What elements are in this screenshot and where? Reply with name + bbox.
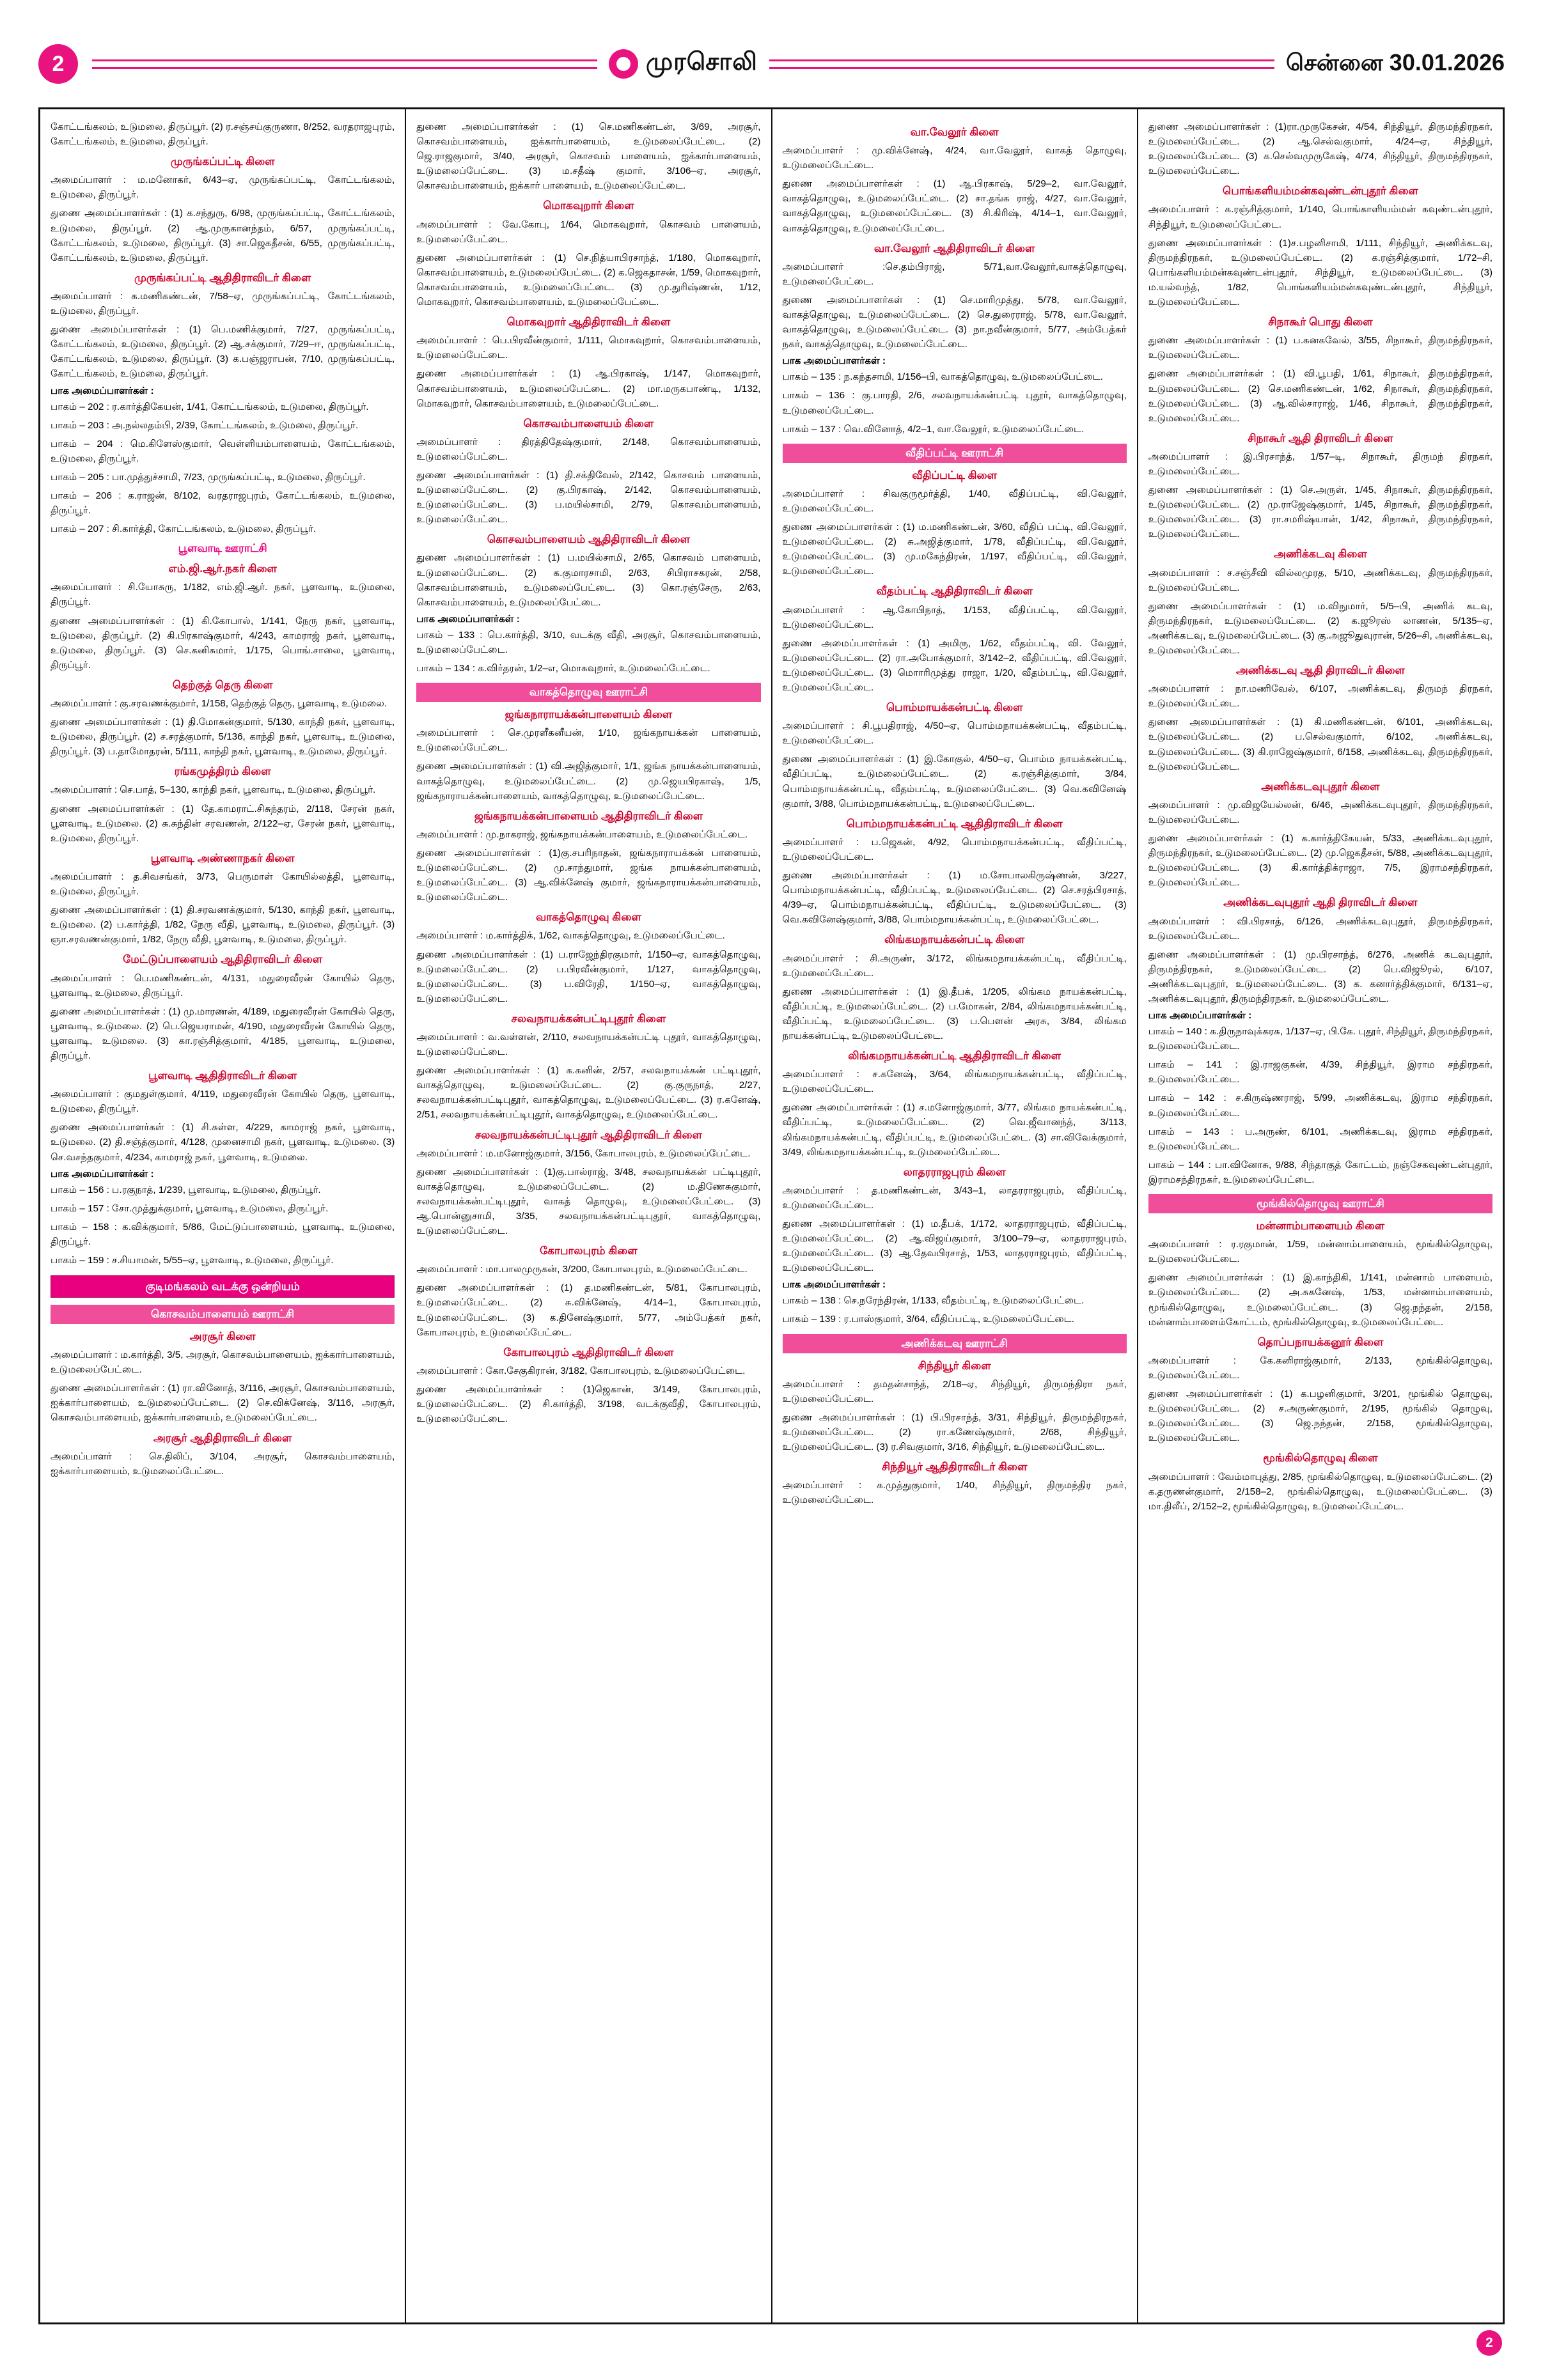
- body-paragraph: பாகம் – 137 : வெ.வினோத், 4/2–1, வா.வேலூர், உடுமலைப்பேட்டை.: [782, 423, 1085, 435]
- body-paragraph: அமைப்பாளர் : ம.மனோஜ்குமார், 3/156, கோபாலபுரம், உடுமலைப்பேட்டை.: [416, 1147, 751, 1159]
- body-paragraph: பாகம் – 204 : மெ.கிளேஸ்குமார், வெள்ளியம்பாளையம், கோட்டங்கலம், உடுமலை, திருப்பூர்.: [51, 438, 395, 464]
- body-paragraph: பாகம் – 135 : ந.கந்தசாமி, 1/156–பி, வாகத்தொழுவு, உடுமலைப்பேட்டை.: [782, 371, 1103, 383]
- branch-heading: கோபாலபுரம் கிளை: [540, 1245, 638, 1257]
- body-paragraph: பாகம் – 203 : அ.நல்லதம்பி, 2/39, கோட்டங்கலம், உடுமலை, திருப்பூர்.: [51, 419, 359, 431]
- body-paragraph: துணை அமைப்பாளர்கள் : (1)கு.சபரிநாதன், ஜங்கநாராயக்கன் பாளையம், உடுமலைப்பேட்டை. (2) மு.சாந்துமார், ஜங்க நாயக்கன்பாளையம், உடுமலைப்பேட்டை. (3) ஆ.விக்னேஷ் குமார், ஜங்கநாராயக்கன்பாளையம், உடுமலைப்பேட்டை.: [416, 847, 761, 903]
- branch-heading: மூங்கில்தொழுவு கிளை: [1263, 1452, 1378, 1465]
- body-paragraph: துணை அமைப்பாளர்கள் : (1) த.மணிகண்டன், 5/81, கோபாலபுரம், உடுமலைப்பேட்டை. (2) சு.விக்னேஷ், 4/14–1, கோபாலபுரம், உடுமலைப்பேட்டை. (3) க.தினேஷ்குமார், 5/77, அம்பேத்கர் நகர், கோபாலபுரம், உடுமலைப்பேட்டை.: [416, 1282, 761, 1338]
- body-paragraph: துணை அமைப்பாளர்கள் : (1) பி.பிரசாந்த், 3/31, சிந்தியூர், திருமந்திரநகர், உடுமலைப்பேட்டை. (2) ரா.கணேஷ்குமார், 2/68, சிந்தியூர், உடுமலைப்பேட்டை. (3) ர.சிவகுமார், 3/16, சிந்தியூர், உடுமலைப்பேட்டை.: [782, 1412, 1127, 1453]
- body-paragraph: பாகம் – 205 : பா.முத்துச்சாமி, 7/23, முருங்கப்பட்டி, உடுமலை, திருப்பூர்.: [51, 471, 366, 483]
- body-paragraph: துணை அமைப்பாளர்கள் : (1) கி.மணிகண்டன், 6/101, அணிக்கடவு, உடுமலைப்பேட்டை. (2) ப.செல்வகுமார், 6/102, அணிக்கடவு, உடுமலைப்பேட்டை. (3) கி.ராஜேஷ்குமார், 6/158, அணிக்கடவு, திருமந்திரநகர், உடுமலைப்பேட்டை.: [1148, 717, 1492, 772]
- body-paragraph: பாகம் – 134 : க.விர்தரன், 1/2–எ, மொகவுறார், உடுமலைப்பேட்டை.: [416, 663, 710, 674]
- edition-date: சென்னை 30.01.2026: [1285, 49, 1505, 75]
- column-4: [1137, 109, 1503, 2322]
- branch-heading: கொசவம்பாளையம் ஆதிதிராவிடர் கிளை: [487, 533, 690, 546]
- body-paragraph: பாகம் – 202 : ர.கார்த்திகேயன், 1/41, கோட்டங்கலம், உடுமலை, திருப்பூர்.: [51, 401, 369, 412]
- content-frame: [38, 107, 1505, 2324]
- body-paragraph: அமைப்பாளர் : இ.பிரசாந்த், 1/57–டி, சிநாகூர், திருமந் திரநகர், உடுமலைப்பேட்டை.: [1148, 451, 1492, 477]
- body-paragraph: அமைப்பாளர் : ப.ஜெகன், 4/92, பொம்மநாயக்கன்பட்டி, வீதிப்பட்டி, உடுமலைப்பேட்டை.: [782, 836, 1127, 862]
- body-paragraph: அமைப்பாளர் : கே.கனிராஜ்குமார், 2/133, மூங்கில்தொழுவு, உடுமலைப்பேட்டை.: [1148, 1355, 1492, 1381]
- body-paragraph: அமைப்பாளர் : வி.பிரசாத், 6/126, அணிக்கடவுபுதூர், திருமந்திரநகர், உடுமலைப்பேட்டை.: [1148, 915, 1492, 942]
- panchayat-heading: மூங்கில்தொழுவு ஊராட்சி: [1148, 1194, 1492, 1213]
- branch-heading: பொங்களியம்மன்கவுண்டன்புதூர் கிளை: [1222, 185, 1418, 198]
- body-paragraph: பாகம் – 156 : ப.ரகுநாத், 1/239, பூளவாடி, உடுமலை, திருப்பூர்.: [51, 1184, 321, 1195]
- body-paragraph: துணை அமைப்பாளர்கள் : (1) மு.மாரணன், 4/189, மதுரைவீரன் கோயில் தெரு, பூளவாடி, உடுமலை. (2) பெ.ஜெயராமன், 4/190, மதுரைவீரன் கோயில் தெரு, பூளவாடி, உடுமலை. (3) கா.ரஞ்சித்குமார், 4/185, பூளவாடி, உடுமலை, திருப்பூர்.: [51, 1006, 395, 1061]
- branch-heading: பொம்மாயக்கன்பட்டி கிளை: [886, 701, 1023, 714]
- branch-heading: வாகத்தொழுவு கிளை: [535, 911, 641, 924]
- body-paragraph: பாகம் – 158 : க.விக்குமார், 5/86, மேட்டுப்பாளையம், பூளவாடி, உடுமலை, திருப்பூர்.: [51, 1221, 395, 1247]
- branch-heading: வீதிப்பட்டி கிளை: [912, 469, 997, 481]
- branch-heading: சலவநாயக்கன்பட்டிபுதூர் ஆதிதிராவிடர் கிளை: [474, 1128, 702, 1141]
- body-paragraph: துணை அமைப்பாளர்கள் : (1) க.பழனிகுமார், 3/201, மூங்கில் தொழுவு, உடுமலைப்பேட்டை. (2) ச.அருண்குமார், 2/195, மூங்கில் தொழுவு, உடுமலைப்பேட்டை. (3) ஜெ.நந்தன், 2/158, மூங்கில்தொழுவு, உடுமலைப்பேட்டை.: [1148, 1388, 1492, 1444]
- body-paragraph: அமைப்பாளர் : கு.சரவணக்குமார், 1/158, தெற்குத் தெரு, பூளவாடி, உடுமலை.: [51, 698, 388, 709]
- body-paragraph: அமைப்பாளர் : சி.அருண், 3/172, லிங்கமநாயக்கன்பட்டி, வீதிப்பட்டி, உடுமலைப்பேட்டை.: [782, 953, 1127, 979]
- body-paragraph: துணை அமைப்பாளர்கள் : (1) செ.மணிகண்டன், 3/69, அரசூர், கொசவம்பாளையம், ஐக்கார்பாளையம், உடுமலைப்பேட்டை. (2) ஜெ.ராஜகுமார், 3/40, அரசூர், கொசவம் பாளையம், ஐக்கார்பாளையம், உடுமலைப்பேட்டை. (3) ம.சதீஷ் குமார், 3/106–ஏ, அரசூர், கொசவம்பாளையம், ஐக்கார் பாளையம், உடுமலைப்பேட்டை.: [416, 121, 761, 192]
- section-subheading: பாக அமைப்பாளர்கள் :: [1148, 1010, 1252, 1022]
- page-number-badge: 2: [38, 44, 78, 84]
- branch-heading: ஜங்கநாராயக்கன்பாளையம் கிளை: [505, 708, 673, 721]
- body-paragraph: துணை அமைப்பாளர்கள் : (1) கி.கோபால், 1/141, நேரு நகர், பூளவாடி, உடுமலை, திருப்பூர். (2) கி.பிரகாஷ்குமார், 4/243, காமராஜ் நகர், பூளவாடி, உடுமலை, திருப்பூர். (3) செ.கனிசுமார், 1/175, பொங்.சாலை, பூளவாடி, திருப்பூர்.: [51, 615, 395, 671]
- body-paragraph: துணை அமைப்பாளர்கள் : (1) தி.மோகன்குமார், 5/130, காந்தி நகர், பூளவாடி, உடுமலை, திருப்பூர். (2) ச.சரத்குமார், 5/136, காந்தி நகர், பூளவாடி, உடுமலை, திருப்பூர். (3) ப.தாமோதரன், 5/111, காந்தி நகர், பூளவாடி, உடுமலை, திருப்பூர்.: [51, 717, 395, 758]
- branch-heading: சிந்தியூர் கிளை: [918, 1359, 991, 1372]
- branch-heading: வா.வேலூர் ஆதிதிராவிடர் கிளை: [873, 242, 1035, 254]
- body-paragraph: அமைப்பாளர் : பெ.மணிகண்டன், 4/131, மதுரைவீரன் கோயில் தெரு, பூளவாடி, உடுமலை, திருப்பூர்.: [51, 972, 395, 999]
- body-paragraph: பாகம் – 157 : சோ.முத்துக்குமார், பூளவாடி, உடுமலை, திருப்பூர்.: [51, 1202, 329, 1214]
- branch-heading: கொசவம்பாளையம் கிளை: [523, 417, 654, 430]
- body-paragraph: அமைப்பாளர் : ம.கார்த்தி, 3/5, அரசூர், கொசவம்பாளையம், ஐக்கார்பாளையம், உடுமலைப்பேட்டை.: [51, 1349, 395, 1376]
- body-paragraph: அமைப்பாளர் : திரத்திதேஷ்குமார், 2/148, கொசவம்பாளையம், உடுமலைப்பேட்டை.: [416, 436, 761, 462]
- body-paragraph: அமைப்பாளர் : செ.முரளீகனீயன், 1/10, ஜங்கநாயக்கன் பாளையம், உடுமலைப்பேட்டை.: [416, 727, 761, 754]
- body-paragraph: பாகம் – 140 : க.திருநாவுக்கரசு, 1/137–ஏ, பி.கே. புதூர், சிந்தியூர், திருமந்திரநகர், உடுமலைப்பேட்டை.: [1148, 1026, 1492, 1052]
- body-paragraph: துணை அமைப்பாளர்கள் : (1) ம.விநுமார், 5/5–பி, அணிக் கடவு, திருமந்திரநகர், உடுமலைப்பேட்டை. (2) க.ஜூரஸ் லாணன், 5/135–ஏ, அணிக்கடவு, உடுமலைப்பேட்டை. (3) கு.அஜூதுவுரான், 5/26–சி, அணிக்கடவு, உடுமலைப்பேட்டை.: [1148, 600, 1492, 656]
- body-paragraph: துணை அமைப்பாளர்கள் : (1) செ.மாரிமுத்து, 5/78, வா.வேலூர், வாகத்தொழுவு, உடுமலைப்பேட்டை. (2) செ.துரைராஜ், 5/78, வா.வேலூர், வாகத்தொழுவு, உடுமலைப்பேட்டை. (3) நா.நவீன்குமார், 5/77, அம்பேத்கர் நகர், வாகத்தொழுவு, உடுமலைப்பேட்டை.: [782, 294, 1127, 350]
- body-paragraph: பாகம் – 144 : பா.வினோசு, 9/88, சிந்தாகுத் கோட்டம், நஞ்சேகவுண்டன்புதூர், இராமசந்திரநகர், உடுமலைப்பேட்டை.: [1148, 1159, 1492, 1185]
- body-paragraph: துணை அமைப்பாளர்கள் : (1) ரா.வினோத், 3/116, அரசூர், கொசவம்பாளையம், ஐக்கார்பாளையம், உடுமலைப்பேட்டை. (2) செ.விக்னேஷ், 3/116, அரசூர், கொசவம்பாளையம், ஐக்கார்பாளையம், உடுமலைப்பேட்டை.: [51, 1383, 395, 1424]
- body-paragraph: அமைப்பாளர் : சி.யோசுரு, 1/182, எம்.ஜி.ஆர். நகர், பூளவாடி, உடுமலை, திருப்பூர்.: [51, 582, 395, 608]
- body-paragraph: துணை அமைப்பாளர்கள் : (1)கு.பால்ராஜ், 3/48, சலவநாயக்கன் பட்டிபுதூர், வாகத்தொழுவு, உடுமலைப்பேட்டை. (2) ம.திணேசுகுமார், சலவநாயக்கன்பட்டிபுதூர், வாகத் தொழுவு, உடுமலைப்பேட்டை. (3) ஆ.பொன்னுசாமி, 3/35, சலவநாயக்கன்பட்டிபுதூர், வாகத்தொழுவு, உடுமலைப்பேட்டை.: [416, 1166, 761, 1237]
- body-paragraph: பாகம் – 136 : கு.பாரதி, 2/6, சலவநாயக்கன்பட்டி புதூர், வாகத்தொழுவு, உடுமலைப்பேட்டை.: [782, 390, 1127, 416]
- body-paragraph: அமைப்பாளர் : மு.விக்னேஷ், 4/24, வா.வேலூர், வாகத் தொழுவு, உடுமலைப்பேட்டை.: [782, 145, 1127, 171]
- body-paragraph: துணை அமைப்பாளர்கள் : (1) இ.கோகுல், 4/50–ஏ, பொம்ம நாயக்கன்பட்டி, வீதிப்பட்டி, உடுமலைப்பேட்டை. (2) க.ரஞ்சித்குமார், 3/84, பொம்மநாயக்கன்பட்டி, வீதம்பட்டி, உடுமலைப்பேட்டை. (3) வெ.கவினேஷ் குமார், 3/88, பொம்மநாயக்கன்பட்டி, உடுமலைப்பேட்டை.: [782, 754, 1127, 809]
- body-paragraph: துணை அமைப்பாளர்கள் : (1) ம.மணிகண்டன், 3/60, வீதிப் பட்டி, வி.வேலூர், உடுமலைப்பேட்டை. (2) சு.அஜித்குமார், 1/78, வீதிப்பட்டி, வி.வேலூர், உடுமலைப்பேட்டை. (3) மு.மகேந்திரன், 1/197, வீதிப்பட்டி, வி.வேலூர், உடுமலைப்பேட்டை.: [782, 522, 1127, 577]
- body-paragraph: துணை அமைப்பாளர்கள் : (1) க.கார்த்திகேயன், 5/33, அணிக்கடவுபுதூர், திருமந்திரநகர், உடுமலைப்பேட்டை. (2) மு.ஜெகதீசன், 5/88, அணிக்கடவுபுதூர், உடுமலைப்பேட்டை. (3) கி.கார்த்திக்ராஜா, 7/5, இராமசந்திரநகர், உடுமலைப்பேட்டை.: [1148, 833, 1492, 889]
- body-paragraph: அமைப்பாளர் : செ.பாத், 5–130, காந்தி நகர், பூளவாடி, உடுமலை, திருப்பூர்.: [51, 784, 376, 796]
- branch-heading: ரங்கமுத்திரம் கிளை: [174, 765, 271, 778]
- body-paragraph: துணை அமைப்பாளர்கள் : (1) ஆ.பிரகாஷ், 1/147, மொகவுறார், கொசவம்பாளையம், உடுமலைப்பேட்டை. (2) மா.மருகபாண்டி, 1/132, மொகவுறார், கொசவம்பாளையம், உடுமலைப்பேட்டை.: [416, 368, 761, 409]
- body-paragraph: துணை அமைப்பாளர்கள் : (1) அமிரு, 1/62, வீதம்பட்டி, வி. வேலூர், உடுமலைப்பேட்டை. (2) ரா.அபோக்குமார், 3/142–2, வீதிப்பட்டி, வி.வேலூர், உடுமலைப்பேட்டை. (3) மொாரிமுத்து ராஜா, 1/20, வீதம்பட்டி, வி.வேலூர், உடுமலைப்பேட்டை.: [782, 637, 1127, 693]
- branch-heading: ஜங்கநாயக்கன்பாளையம் ஆதிதிராவிடர் கிளை: [474, 809, 703, 822]
- body-paragraph: பாகம் – 138 : செ.நரேந்திரன், 1/133, வீதம்பட்டி, உடுமலைப்பேட்டை.: [782, 1295, 1085, 1307]
- branch-heading: தொப்பநாயக்கனூர் கிளை: [1257, 1335, 1384, 1348]
- body-paragraph: அமைப்பாளர் : மு.நாகராஜ், ஜங்கநாயக்கன்பாளையம், உடுமலைப்பேட்டை.: [416, 828, 748, 840]
- panchayat-heading: பூளவாடி ஊராட்சி: [178, 542, 267, 555]
- section-subheading: பாக அமைப்பாளர்கள் :: [51, 385, 154, 396]
- body-paragraph: அமைப்பாளர் : மு.விஜயேல்லன், 6/46, அணிக்கடவுபுதூர், திருமந்திரநகர், உடுமலைப்பேட்டை.: [1148, 799, 1492, 825]
- body-paragraph: துணை அமைப்பாளர்கள் : (1)ரா.முருகேசன், 4/54, சிந்தியூர், திருமந்திரநகர், உடுமலைப்பேட்டை. (2) ஆ.செல்வகுமார், 4/24–ஏ, சிந்தியூர், உடுமலைப்பேட்டை. (3) க.செல்வமுருகேஷ், 4/74, சிந்தியூர், திருமந்திரநகர், உடுமலைப்பேட்டை.: [1148, 121, 1492, 177]
- branch-heading: முருங்கப்பட்டி கிளை: [170, 155, 275, 168]
- body-paragraph: துணை அமைப்பாளர்கள் : (1)ச.பழனிசாமி, 1/111, சிந்தியூர், அணிக்கடவு, திருமந்திரநகர், உடுமலைப்பேட்டை. (2) க.ரஞ்சித்குமார், 1/72–சி, பொங்களியம்மன்கவுண்டன்புதூர், சிந்தியூர், உடுமலைப்பேட்டை. (3) ம.யல்வந்த், 1/82, பொங்களியம்மன்கவுண்டன்புதூர், சிந்தியூர், உடுமலைப்பேட்டை.: [1148, 237, 1492, 308]
- body-paragraph: அமைப்பாளர் : கோ.சேகுகிரான், 3/182, கோபாலபுரம், உடுமலைப்பேட்டை.: [416, 1365, 746, 1376]
- body-paragraph: துணை அமைப்பாளர்கள் : (1) தி.சரவணக்குமார், 5/130, காந்தி நகர், பூளவாடி, உடுமலை. (2) ப.கார்த்தி, 1/82, நேரு வீதி, பூளவாடி, உடுமலை, திருப்பூர். (3) ஞா.சரவணன்குமார், 1/82, நேரு வீதி, பூளவாடி, உடுமலை, திருப்பூர்.: [51, 905, 395, 945]
- column-2: [405, 109, 771, 2322]
- body-paragraph: பாகம் – 159 : ச.சியாமன், 5/55–ஏ, பூளவாடி, உடுமலை, திருப்பூர்.: [51, 1255, 334, 1266]
- branch-heading: சிநாகூர் பொது கிளை: [1268, 316, 1373, 329]
- branch-heading: அரசூர் ஆதிதிராவிடர் கிளை: [153, 1431, 292, 1444]
- body-paragraph: துணை அமைப்பாளர்கள் : (1) க.கனின், 2/57, சலவநாயக்கன் பட்டிபுதூர், வாகத்தொழுவு, உடுமலைப்பேட்டை. (2) கு.குருநாத், 2/27, சலவநாயக்கன்பட்டிபுதூர், வாகத்தொழுவு, உடுமலைப்பேட்டை. (3) ர.கனேஷ், 2/51, சலவநாயக்கன்பட்டிபுதூர், வாகத்தொழுவு, உடுமலைப்பேட்டை.: [416, 1065, 761, 1121]
- branch-heading: பூளவாடி அண்ணாநகர் கிளை: [150, 852, 295, 864]
- body-paragraph: அமைப்பாளர் : க.மணிகண்டன், 7/58–ஏ, முருங்கப்பட்டி, கோட்டங்கலம், உடுமலை, திருப்பூர்.: [51, 290, 395, 317]
- body-paragraph: துணை அமைப்பாளர்கள் : (1) செ.நித்யாபிரசாந்த், 1/180, மொகவுறார், கொசவம்பாளையம், உடுமலைப்பேட்டை. (2) க.ஜெகதாசன், 1/59, மொகவுறார், கொசவம்பாளையம், உடுமலைப்பேட்டை. (3) மு.துரிஷ்ணன், 1/12, மொகவுறார், கொசவம்பாளையம், உடுமலைப்பேட்டை.: [416, 252, 761, 308]
- branch-heading: சிநாகூர் ஆதி திராவிடர் கிளை: [1248, 432, 1393, 444]
- masthead-logo: [609, 49, 758, 79]
- body-paragraph: துணை அமைப்பாளர்கள் : (1) வி.அஜித்குமார், 1/1, ஜங்க நாயக்கன்பாளையம், வாகத்தொழுவு, உடுமலைப்பேட்டை. (2) மு.ஜெயபிரகாஷ், 1/5, ஜங்கநாராயக்கன்பாளையம், வாகத்தொழுவு, உடுமலைப்பேட்டை.: [416, 761, 761, 802]
- sun-icon: [609, 49, 638, 79]
- body-paragraph: அமைப்பாளர் : ச.கனேஷ், 3/64, லிங்கமநாயக்கன்பட்டி, வீதிப்பட்டி, உடுமலைப்பேட்டை.: [782, 1069, 1127, 1095]
- body-paragraph: துணை அமைப்பாளர்கள் : (1) தி.சக்திவேல், 2/142, கொசவம் பாளையம், உடுமலைப்பேட்டை. (2) கு.பிரகாஷ், 2/142, கொசவம்பாளையம், உடுமலைப்பேட்டை. (3) ப.மயில்சாமி, 2/79, கொசவம்பாளையம், உடுமலைப்பேட்டை.: [416, 469, 761, 525]
- body-paragraph: அமைப்பாளர் : ஆ.கோபிநாத், 1/153, வீதிப்பட்டி, வி.வேலூர், உடுமலைப்பேட்டை.: [782, 604, 1127, 630]
- body-paragraph: அமைப்பாளர் : ச.சஞ்சீவி வில்லமுரத, 5/10, அணிக்கடவு, திருமந்திரநகர், உடுமலைப்பேட்டை.: [1148, 567, 1492, 593]
- body-paragraph: அமைப்பாளர் : க.ரஞ்சித்குமார், 1/140, பொங்காளியம்மன் கவுண்டன்புதூர், சிந்தியூர், உடுமலைப்பேட்டை.: [1148, 204, 1492, 230]
- body-paragraph: துணை அமைப்பாளர்கள் : (1) தே.காமராட்.சிசுந்தரம், 2/118, சேரன் நகர், பூளவாடி, உடுமலை. (2) சு.சுந்தின் சரவணன், 2/122–ஏ, சேரன் நகர், பூளவாடி, உடுமலை, திருப்பூர்.: [51, 803, 395, 844]
- section-subheading: பாக அமைப்பாளர்கள் :: [782, 355, 886, 367]
- body-paragraph: அமைப்பாளர் :செ.தம்பிராஜ், 5/71,வா.வேலூர்,வாகத்தொழுவு, உடுமலைப்பேட்டை.: [782, 261, 1127, 287]
- body-paragraph: அமைப்பாளர் : வேம்மாபுத்து, 2/85, மூங்கில்தொழுவு, உடுமலைப்பேட்டை. (2) க.தருணன்குமார், 2/158–2, மூங்கில்தொழுவு, உடுமலைப்பேட்டை. (3) மா.திலீப், 2/152–2, மூங்கில்தொழுவு, உடுமலைப்பேட்டை.: [1148, 1471, 1492, 1512]
- body-paragraph: அமைப்பாளர் : குமதுள்குமார், 4/119, மதுரைவீரன் கோயில் தெரு, பூளவாடி, உடுமலை, திருப்பூர்.: [51, 1089, 395, 1115]
- body-paragraph: துணை அமைப்பாளர்கள் : (1) சி.சுள்ள, 4/229, காமராஜ் நகர், பூளவாடி, உடுமலை. (2) தி.சஞ்த்குமார், 4/128, முனைசாமி நகர், பூளவாடி, உடுமலை. (3) செ.வசந்தகுமார், 4/234, காமராஜ் நகர், பூளவாடி, உடுமலை.: [51, 1122, 395, 1163]
- body-paragraph: துணை அமைப்பாளர்கள் : (1) வி.பூபதி, 1/61, சிநாகூர், திருமந்திரநகர், உடுமலைப்பேட்டை. (2) செ.மணிகண்டன், 1/62, சிநாகூர், திருமந்திரநகர், உடுமலைப்பேட்டை. (3) ஆ.வில்சாராஜ், 1/46, சிநாகூர், திருமந்திரநகர், உடுமலைப்பேட்டை.: [1148, 368, 1492, 424]
- branch-heading: அணிக்கடவுபுதூர் கிளை: [1261, 780, 1380, 793]
- branch-heading: பூளவாடி ஆதிதிராவிடர் கிளை: [148, 1069, 297, 1082]
- section-subheading: பாக அமைப்பாளர்கள் :: [51, 1168, 154, 1179]
- branch-heading: லிங்கமநாயக்கன்பட்டி கிளை: [884, 933, 1025, 946]
- body-paragraph: துணை அமைப்பாளர்கள் : (1) க.சந்துரு, 6/98, முருங்கப்பட்டி, கோட்டங்கலம், உடுமலை, திருப்பூர். (2) ஆ.முருகானந்தம், 6/57, முருங்கப்பட்டி, கோட்டங்கலம், உடுமலை, திருப்பூர். (3) சா.ஜெகதீசன், 6/55, முருங்கப்பட்டி, கோட்டங்கலம், உடுமலை, திருப்பூர்.: [51, 208, 395, 263]
- union-heading: குடிமங்கலம் வடக்கு ஒன்றியம்: [51, 1275, 395, 1298]
- branch-heading: லாதரராஜபுரம் கிளை: [903, 1165, 1006, 1178]
- masthead-rule-left: [92, 59, 597, 69]
- body-paragraph: அமைப்பாளர் : வ.வள்ளன், 2/110, சலவநாயக்கன்பட்டி புதூர், வாகத்தொழுவு, உடுமலைப்பேட்டை.: [416, 1031, 761, 1058]
- branch-heading: அரசூர் கிளை: [189, 1330, 256, 1342]
- panchayat-heading: வாகத்தொழுவு ஊராட்சி: [416, 683, 760, 702]
- branch-heading: முருங்கப்பட்டி ஆதிதிராவிடர் கிளை: [134, 271, 311, 284]
- body-paragraph: கோட்டங்கலம், உடுமலை, திருப்பூர். (2) ர.சஞ்சய்குருணா, 8/252, வரதராஜபுரம், கோட்டங்கலம், உடுமலை, திருப்பூர்.: [51, 121, 395, 148]
- body-paragraph: துணை அமைப்பாளர்கள் : (1) பெ.மணிக்குமார், 7/27, முருங்கப்பட்டி, கோட்டங்கலம், உடுமலை, திருப்பூர். (2) ஆ.சக்குமார், 7/29–ஈ, முருங்கப்பட்டி, கோட்டங்கலம், உடுமலை, திருப்பூர். (3) க.பஞ்ஜராபன், 7/10, முருங்கப்பட்டி, கோட்டங்கலம், உடுமலை, திருப்பூர்.: [51, 324, 395, 380]
- body-paragraph: துணை அமைப்பாளர்கள் : (1) ப.ராஜேந்திரகுமார், 1/150–ஏ, வாகத்தொழுவு, உடுமலைப்பேட்டை. (2) ப.பிரவீன்குமார், 1/127, வாகத்தொழுவு, உடுமலைப்பேட்டை. (3) ப.விரேதி, 1/150–ஏ, வாகத்தொழுவு, உடுமலைப்பேட்டை.: [416, 949, 761, 1004]
- branch-heading: மொகவுறார் கிளை: [543, 199, 634, 212]
- column-3: [771, 109, 1137, 2322]
- body-paragraph: பாகம் – 142 : ச.கிருஷ்ணராஜ், 5/99, அணிக்கடவு, இராம சந்திரநகர், உடுமலைப்பேட்டை.: [1148, 1093, 1492, 1119]
- masthead: [38, 33, 1505, 95]
- body-paragraph: பாகம் – 139 : ர.பாஸ்குமார், 3/64, வீதிப்பட்டி, உடுமலைப்பேட்டை.: [782, 1314, 1074, 1325]
- body-paragraph: துணை அமைப்பாளர்கள் : (1) ச.மனோஜ்குமார், 3/77, லிங்கம நாயக்கன்பட்டி, வீதிப்பட்டி, உடுமலைப்பேட்டை. (2) வெ.ஜீவானந்த், 3/113, லிங்கமநாயக்கன்பட்டி, வீதிப்பட்டி, உடுமலைப்பேட்டை. (3) சா.விவேக்குமார், 3/49, லிங்கமநாயக்கன்பட்டி, உடுமலைப்பேட்டை.: [782, 1102, 1127, 1158]
- body-paragraph: அமைப்பாளர் : த.மணிகண்டன், 3/43–1, லாதரராஜபுரம், வீதிப்பட்டி, உடுமலைப்பேட்டை.: [782, 1185, 1127, 1211]
- body-paragraph: அமைப்பாளர் : மா.பாலமுருகன், 3/200, கோபாலபுரம், உடுமலைப்பேட்டை.: [416, 1264, 748, 1275]
- body-paragraph: அமைப்பாளர் : த.சிவசங்கர், 3/73, பெருமாள் கோயில்லத்தி, பூளவாடி, உடுமலை, திருப்பூர்.: [51, 871, 395, 898]
- panchayat-heading: வீதிப்பட்டி ஊராட்சி: [783, 444, 1127, 463]
- body-paragraph: துணை அமைப்பாளர்கள் : (1) இ.தீபக், 1/205, லிங்கம நாயக்கன்பட்டி, வீதிப்பட்டி, உடுமலைப்பேட்டை. (2) ப.மோகன், 2/84, லிங்கமநாயக்கன்பட்டி, வீதிப்பட்டி, உடுமலைப்பேட்டை. (3) ப.பௌன் அரசு, 3/84, லிங்கம நாயக்கன்பட்டி, உடுமலைப்பேட்டை.: [782, 986, 1127, 1041]
- branch-heading: சலவநாயக்கன்பட்டிபுதூர் கிளை: [511, 1012, 666, 1025]
- body-paragraph: பாகம் – 141 : இ.ராஜகுகன், 4/39, சிந்தியூர், இராம சந்திரநகர், உடுமலைப்பேட்டை.: [1148, 1059, 1492, 1085]
- branch-heading: சிந்தியூர் ஆதிதிராவிடர் கிளை: [881, 1461, 1028, 1474]
- body-paragraph: அமைப்பாளர் : க.முத்துகுமார், 1/40, சிந்தியூர், திருமந்திர நகர், உடுமலைப்பேட்டை.: [782, 1480, 1127, 1506]
- branch-heading: அணிக்கடவுபுதூர் ஆதி திராவிடர் கிளை: [1223, 896, 1418, 909]
- body-paragraph: பாகம் – 143 : ப.அருண், 6/101, அணிக்கடவு, இராம சந்திரநகர், உடுமலைப்பேட்டை.: [1148, 1126, 1492, 1152]
- branch-heading: கோபாலபுரம் ஆதிதிராவிடர் கிளை: [503, 1346, 674, 1358]
- body-paragraph: அமைப்பாளர் : ம.கார்த்திக், 1/62, வாகத்தொழுவு, உடுமலைப்பேட்டை.: [416, 930, 725, 942]
- publication-title: முரசொலி: [645, 49, 758, 75]
- body-paragraph: பாகம் – 133 : பெ.கார்த்தி, 3/10, வடக்கு வீதி, அரசூர், கொசவம்பாளையம், உடுமலைப்பேட்டை.: [416, 629, 761, 655]
- branch-heading: பொம்மநாயக்கன்பட்டி ஆதிதிராவிடர் கிளை: [846, 817, 1063, 830]
- body-paragraph: துணை அமைப்பாளர்கள் : (1) மு.பிரசாந்த், 6/276, அணிக் கடவுபுதூர், திருமந்திரநகர், உடுமலைப்பேட்டை. (2) பெ.விஜூரல், 6/107, அணிக்கடவுபுதூர், உடுமலைப்பேட்டை. (3) க. கனார்த்திக்குமார், 6/131–ஏ, அணிக்கடவுபுதூர், திருமந்திரநகர், உடுமலைப்பேட்டை.: [1148, 949, 1492, 1004]
- body-paragraph: அமைப்பாளர் : பெ.பிரவீன்குமார், 1/111, மொகவுறார், கொசவம்பாளையம், உடுமலைப்பேட்டை.: [416, 335, 761, 361]
- masthead-rule-right: [769, 59, 1274, 69]
- body-paragraph: அமைப்பாளர் : ர.ரகுமான், 1/59, மன்னாம்பாளையம், மூங்கில்தொழுவு, உடுமலைப்பேட்டை.: [1148, 1239, 1492, 1265]
- branch-heading: அணிக்கடவு ஆதி திராவிடர் கிளை: [1235, 664, 1405, 677]
- branch-heading: வீதம்பட்டி ஆதிதிராவிடர் கிளை: [876, 585, 1033, 598]
- column-1: [40, 109, 405, 2322]
- body-paragraph: அமைப்பாளர் : செ.திலிப், 3/104, அரசூர், கொசவம்பாளையம், ஐக்கார்பாளையம், உடுமலைப்பேட்டை.: [51, 1451, 395, 1477]
- body-paragraph: துணை அமைப்பாளர்கள் : (1) ப.கனகவேல், 3/55, சிநாகூர், திருமந்திரநகர், உடுமலைப்பேட்டை.: [1148, 335, 1492, 361]
- body-paragraph: துணை அமைப்பாளர்கள் : (1) ஆ.பிரகாஷ், 5/29–2, வா.வேலூர், வாகத்தொழுவு, உடுமலைப்பேட்டை. (2) சா.தங்க ராஜ், 4/27, வா.வேலூர், வாகத்தொழுவு, உடுமலைப்பேட்டை. (3) சி.கிரிஷ், 4/14–1, வா.வேலூர், வாகத்தொழுவு, உடுமலைப்பேட்டை.: [782, 178, 1127, 234]
- body-paragraph: அமைப்பாளர் : தமதன்சாந்த், 2/18–ஏ, சிந்தியூர், திருமந்திரா நகர், உடுமலைப்பேட்டை.: [782, 1378, 1127, 1404]
- body-paragraph: துணை அமைப்பாளர்கள் : (1) செ.அருள், 1/45, சிநாகூர், திருமந்திரநகர், உடுமலைப்பேட்டை. (2) மு.ராஜேஷ்குமார், 1/45, சிநாகூர், திருமந்திரநகர், உடுமலைப்பேட்டை. (3) ரா.சமரிஷ்யான், 1/42, சிநாகூர், திருமந்திரநகர், உடுமலைப்பேட்டை.: [1148, 485, 1492, 540]
- body-paragraph: அமைப்பாளர் : நா.மணிவேல், 6/107, அணிக்கடவு, திருமந் திரநகர், உடுமலைப்பேட்டை.: [1148, 683, 1492, 710]
- body-paragraph: அமைப்பாளர் : சிவகுருமூர்த்தி, 1/40, வீதிப்பட்டி, வி.வேலூர், உடுமலைப்பேட்டை.: [782, 488, 1127, 514]
- body-paragraph: துணை அமைப்பாளர்கள் : (1) ம.சோபாலகிருஷ்ணன், 3/227, பொம்மநாயக்கன்பட்டி, வீதிப்பட்டி, உடுமலைப்பேட்டை. (2) செ.சரத்பிரசாத், 4/39–ஏ, பொம்மநாயக்கன்பட்டி, வீதிப்பட்டி, உடுமலைப்பேட்டை. (3) வெ.கவினேஷ்குமார், 3/88, பொம்மநாயக்கன்பட்டி, உடுமலைப்பேட்டை.: [782, 870, 1127, 926]
- body-paragraph: பாகம் – 206 : க.ராஜன், 8/102, வரதராஜபுரம், கோட்டங்கலம், உடுமலை, திருப்பூர்.: [51, 490, 395, 517]
- branch-heading: எம்.ஜி.ஆர்.நகர் கிளை: [168, 563, 277, 575]
- section-subheading: பாக அமைப்பாளர்கள் :: [782, 1279, 886, 1291]
- panchayat-heading: கொசவம்பாளையம் ஊராட்சி: [51, 1305, 395, 1324]
- body-paragraph: துணை அமைப்பாளர்கள் : (1) ம.தீபக், 1/172, லாதரராஜபுரம், வீதிப்பட்டி, உடுமலைப்பேட்டை. (2) ஆ.விஜய்குமார், 3/100–79–ஏ, லாதரராஜபுரம், உடுமலைப்பேட்டை. (3) ஆ.தேவபிரசாத், 1/53, லாதரராஜபுரம், வீதிப்பட்டி, உடுமலைப்பேட்டை.: [782, 1218, 1127, 1274]
- branch-heading: மன்னாம்பாளையம் கிளை: [1256, 1220, 1385, 1233]
- branch-heading: அணிக்கடவு கிளை: [1273, 548, 1367, 561]
- body-paragraph: அமைப்பாளர் : ம.மனோகர், 6/43–ஏ, முருங்கப்பட்டி, கோட்டங்கலம், உடுமலை, திருப்பூர்.: [51, 175, 395, 201]
- branch-heading: வா.வேலூர் கிளை: [910, 126, 999, 138]
- branch-heading: மேட்டுப்பாளையம் ஆதிதிராவிடர் கிளை: [123, 953, 323, 966]
- body-paragraph: அமைப்பாளர் : வே.கோபு, 1/64, மொகவுறார், கொசவம் பாளையம், உடுமலைப்பேட்டை.: [416, 219, 761, 245]
- panchayat-heading: அணிக்கடவு ஊராட்சி: [783, 1334, 1127, 1353]
- branch-heading: மொகவுறார் ஆதிதிராவிடர் கிளை: [506, 316, 671, 329]
- branch-heading: தெற்குத் தெரு கிளை: [172, 678, 273, 691]
- branch-heading: லிங்கமநாயக்கன்பட்டி ஆதிதிராவிடர் கிளை: [848, 1050, 1061, 1062]
- column-container: [40, 109, 1503, 2322]
- footer-page-number-badge: 2: [1476, 2330, 1502, 2356]
- body-paragraph: அமைப்பாளர் : சி.பூபதிராஜ், 4/50–ஏ, பொம்மநாயக்கன்பட்டி, வீதம்பட்டி, உடுமலைப்பேட்டை.: [782, 720, 1127, 747]
- body-paragraph: பாகம் – 207 : சி.கார்த்தி, கோட்டங்கலம், உடுமலை, திருப்பூர்.: [51, 524, 317, 535]
- body-paragraph: துணை அமைப்பாளர்கள் : (1) ப.மயில்சாமி, 2/65, கொசவம் பாளையம், உடுமலைப்பேட்டை. (2) க.குமாரசாமி, 2/63, சிபிராசகரன், 2/58, கொசவம்பாளையம், உடுமலைப்பேட்டை. (3) கொ.ரஞ்சேரு, 2/63, கொசவம்பாளையம், உடுமலைப்பேட்டை.: [416, 552, 761, 608]
- body-paragraph: துணை அமைப்பாளர்கள் : (1) இ.காந்திகி, 1/141, மன்னாம் பாளையம், உடுமலைப்பேட்டை. (2) அ.சுகனேஷ், 1/53, மன்னாம்பாளையம், மூங்கில்தொழுவு, உடுமலைப்பேட்டை. (3) ஜெ.நந்தன், 2/158, மன்னாம்பாளைம்கோட்டம், மூங்கில்தொழுவு, உடுமலைப்பேட்டை.: [1148, 1272, 1492, 1328]
- section-subheading: பாக அமைப்பாளர்கள் :: [416, 613, 520, 625]
- body-paragraph: துணை அமைப்பாளர்கள் : (1)ஜெகான், 3/149, கோபாலபுரம், உடுமலைப்பேட்டை. (2) சி.கார்த்தி, 3/198, வடக்குவீதி, கோபாலபுரம், உடுமலைப்பேட்டை.: [416, 1383, 761, 1425]
